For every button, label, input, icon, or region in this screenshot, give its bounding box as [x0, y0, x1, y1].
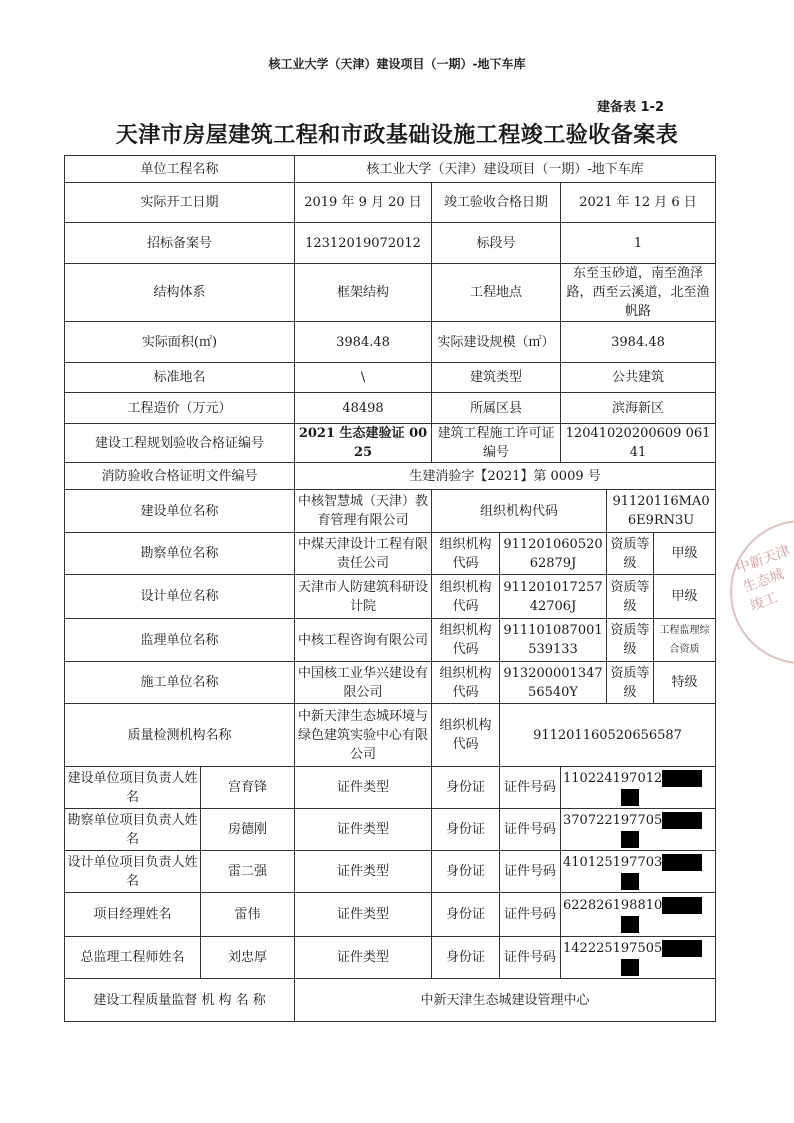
label-construct-qual: 资质等级: [607, 662, 654, 704]
row-bid-record: [65, 223, 716, 264]
row-area: [65, 322, 716, 363]
cert-no-text: 370722197705: [563, 812, 663, 828]
record-form-table: [64, 155, 716, 1022]
label-design-qual: 资质等级: [607, 575, 654, 619]
label-structure: 结构体系: [65, 264, 295, 322]
row-start-date: [65, 183, 716, 223]
label-construct-code: 组织机构代码: [432, 662, 500, 704]
value-section-no: 1: [561, 223, 716, 264]
value-survey-code: 91120106052062879J: [500, 533, 607, 575]
person-name: 房德刚: [201, 809, 295, 851]
value-structure: 框架结构: [295, 264, 432, 322]
cert-type-label: 证件类型: [295, 937, 432, 979]
redaction-bar: [621, 831, 639, 848]
value-unit-project: 核工业大学（天津）建设项目（一期）-地下车库: [295, 156, 716, 183]
page-title: 天津市房屋建筑工程和市政基础设施工程竣工验收备案表: [115, 123, 679, 148]
row-monitor: [65, 979, 716, 1022]
cert-no-text: 622826198810: [563, 897, 663, 913]
value-scale: 3984.48: [561, 322, 716, 363]
person-row: [65, 893, 716, 937]
cert-no-text: 410125197703: [563, 854, 663, 870]
label-planning: 建设工程规划验收合格证编号: [65, 424, 295, 463]
row-fire: [65, 463, 716, 490]
label-landmark: 标准地名: [65, 363, 295, 393]
label-builder: 建设单位名称: [65, 490, 295, 533]
label-start-date: 实际开工日期: [65, 183, 295, 223]
label-completion-date: 竣工验收合格日期: [432, 183, 561, 223]
value-construct: 中国核工业华兴建设有限公司: [295, 662, 432, 704]
value-bid-record: 12312019072012: [295, 223, 432, 264]
cert-no: [561, 893, 716, 937]
cert-type: 身份证: [432, 851, 500, 893]
value-construct-qual: 特级: [654, 662, 716, 704]
label-survey-qual: 资质等级: [607, 533, 654, 575]
cert-no: [561, 767, 716, 809]
redaction-bar: [621, 873, 639, 890]
person-name: 雷伟: [201, 893, 295, 937]
value-start-date: 2019 年 9 月 20 日: [295, 183, 432, 223]
value-design: 天津市人防建筑科研设计院: [295, 575, 432, 619]
cert-type-label: 证件类型: [295, 767, 432, 809]
person-name: 雷二强: [201, 851, 295, 893]
value-quality-code: 911201160520656587: [500, 704, 716, 767]
value-supervise: 中核工程咨询有限公司: [295, 619, 432, 662]
value-planning: 2021 生态建验证 0025: [295, 424, 432, 463]
redaction-bar: [662, 770, 702, 787]
label-supervise-code: 组织机构代码: [432, 619, 500, 662]
label-building-type: 建筑类型: [432, 363, 561, 393]
value-construct-code: 91320000134756540Y: [500, 662, 607, 704]
cert-type: 身份证: [432, 937, 500, 979]
label-bid-record: 招标备案号: [65, 223, 295, 264]
label-quality: 质量检测机构名称: [65, 704, 295, 767]
label-district: 所属区县: [432, 393, 561, 424]
person-row: [65, 809, 716, 851]
value-building-type: 公共建筑: [561, 363, 716, 393]
label-location: 工程地点: [432, 264, 561, 322]
cert-no-text: 142225197505: [563, 940, 663, 956]
label-permit: 建筑工程施工许可证编号: [432, 424, 561, 463]
label-construct: 施工单位名称: [65, 662, 295, 704]
form-number: 建备表 1-2: [596, 100, 664, 115]
cert-no-label: 证件号码: [500, 851, 561, 893]
value-monitor: 中新天津生态城建设管理中心: [295, 979, 716, 1022]
label-survey: 勘察单位名称: [65, 533, 295, 575]
row-planning: [65, 424, 716, 463]
person-role: 项目经理姓名: [65, 893, 201, 937]
person-name: 宫育锋: [201, 767, 295, 809]
label-design: 设计单位名称: [65, 575, 295, 619]
row-builder: [65, 490, 716, 533]
row-unit-project: [65, 156, 716, 183]
cert-type-label: 证件类型: [295, 809, 432, 851]
label-cost: 工程造价（万元）: [65, 393, 295, 424]
person-role: 总监理工程师姓名: [65, 937, 201, 979]
cert-no-label: 证件号码: [500, 809, 561, 851]
row-cost: [65, 393, 716, 424]
document-header: 核工业大学（天津）建设项目（一期）-地下车库: [268, 57, 526, 71]
seal-text: 中新天津生态城 竣工: [734, 542, 793, 615]
cert-no: [561, 809, 716, 851]
row-survey: [65, 533, 716, 575]
value-district: 滨海新区: [561, 393, 716, 424]
redaction-bar: [662, 897, 702, 914]
label-supervise-qual: 资质等级: [607, 619, 654, 662]
label-supervise: 监理单位名称: [65, 619, 295, 662]
value-design-qual: 甲级: [654, 575, 716, 619]
row-design: [65, 575, 716, 619]
value-quality: 中新天津生态城环境与绿色建筑实验中心有限公司: [295, 704, 432, 767]
label-scale: 实际建设规模（㎡）: [432, 322, 561, 363]
value-builder: 中核智慧城（天津）教育管理有限公司: [295, 490, 432, 533]
row-construct: [65, 662, 716, 704]
redaction-bar: [621, 789, 639, 806]
value-area: 3984.48: [295, 322, 432, 363]
person-role: 设计单位项目负责人姓名: [65, 851, 201, 893]
cert-no-label: 证件号码: [500, 893, 561, 937]
person-row: [65, 937, 716, 979]
row-supervise: [65, 619, 716, 662]
value-survey: 中煤天津设计工程有限责任公司: [295, 533, 432, 575]
cert-type: 身份证: [432, 809, 500, 851]
cert-type-label: 证件类型: [295, 851, 432, 893]
row-structure: [65, 264, 716, 322]
cert-type: 身份证: [432, 893, 500, 937]
value-survey-qual: 甲级: [654, 533, 716, 575]
person-role: 建设单位项目负责人姓名: [65, 767, 201, 809]
label-survey-code: 组织机构代码: [432, 533, 500, 575]
value-landmark: \: [295, 363, 432, 393]
value-builder-code: 91120116MA06E9RN3U: [607, 490, 716, 533]
label-quality-code: 组织机构代码: [432, 704, 500, 767]
label-fire: 消防验收合格证明文件编号: [65, 463, 295, 490]
row-landmark: [65, 363, 716, 393]
value-supervise-code: 911101087001539133: [500, 619, 607, 662]
cert-type: 身份证: [432, 767, 500, 809]
redaction-bar: [621, 959, 639, 976]
person-name: 刘忠厚: [201, 937, 295, 979]
redaction-bar: [662, 940, 702, 957]
redaction-bar: [621, 916, 639, 933]
value-fire: 生建消验字【2021】第 0009 号: [295, 463, 716, 490]
cert-no-text: 110224197012: [563, 770, 663, 786]
value-cost: 48498: [295, 393, 432, 424]
redaction-bar: [662, 812, 702, 829]
label-unit-project: 单位工程名称: [65, 156, 295, 183]
label-monitor: 建设工程质量监督 机 构 名 称: [65, 979, 295, 1022]
row-quality: [65, 704, 716, 767]
cert-no: [561, 937, 716, 979]
person-row: [65, 767, 716, 809]
label-section-no: 标段号: [432, 223, 561, 264]
value-permit: 12041020200609 06141: [561, 424, 716, 463]
value-design-code: 91120101725742706J: [500, 575, 607, 619]
cert-no-label: 证件号码: [500, 767, 561, 809]
cert-type-label: 证件类型: [295, 893, 432, 937]
label-area: 实际面积(㎡): [65, 322, 295, 363]
label-design-code: 组织机构代码: [432, 575, 500, 619]
redaction-bar: [662, 854, 702, 871]
person-role: 勘察单位项目负责人姓名: [65, 809, 201, 851]
value-supervise-qual: 工程监理综合资质: [654, 619, 716, 662]
value-completion-date: 2021 年 12 月 6 日: [561, 183, 716, 223]
cert-no-label: 证件号码: [500, 937, 561, 979]
person-row: [65, 851, 716, 893]
cert-no: [561, 851, 716, 893]
value-location: 东至玉砂道，南至渔泽路，西至云溪道，北至渔帆路: [561, 264, 716, 322]
label-builder-code: 组织机构代码: [432, 490, 607, 533]
